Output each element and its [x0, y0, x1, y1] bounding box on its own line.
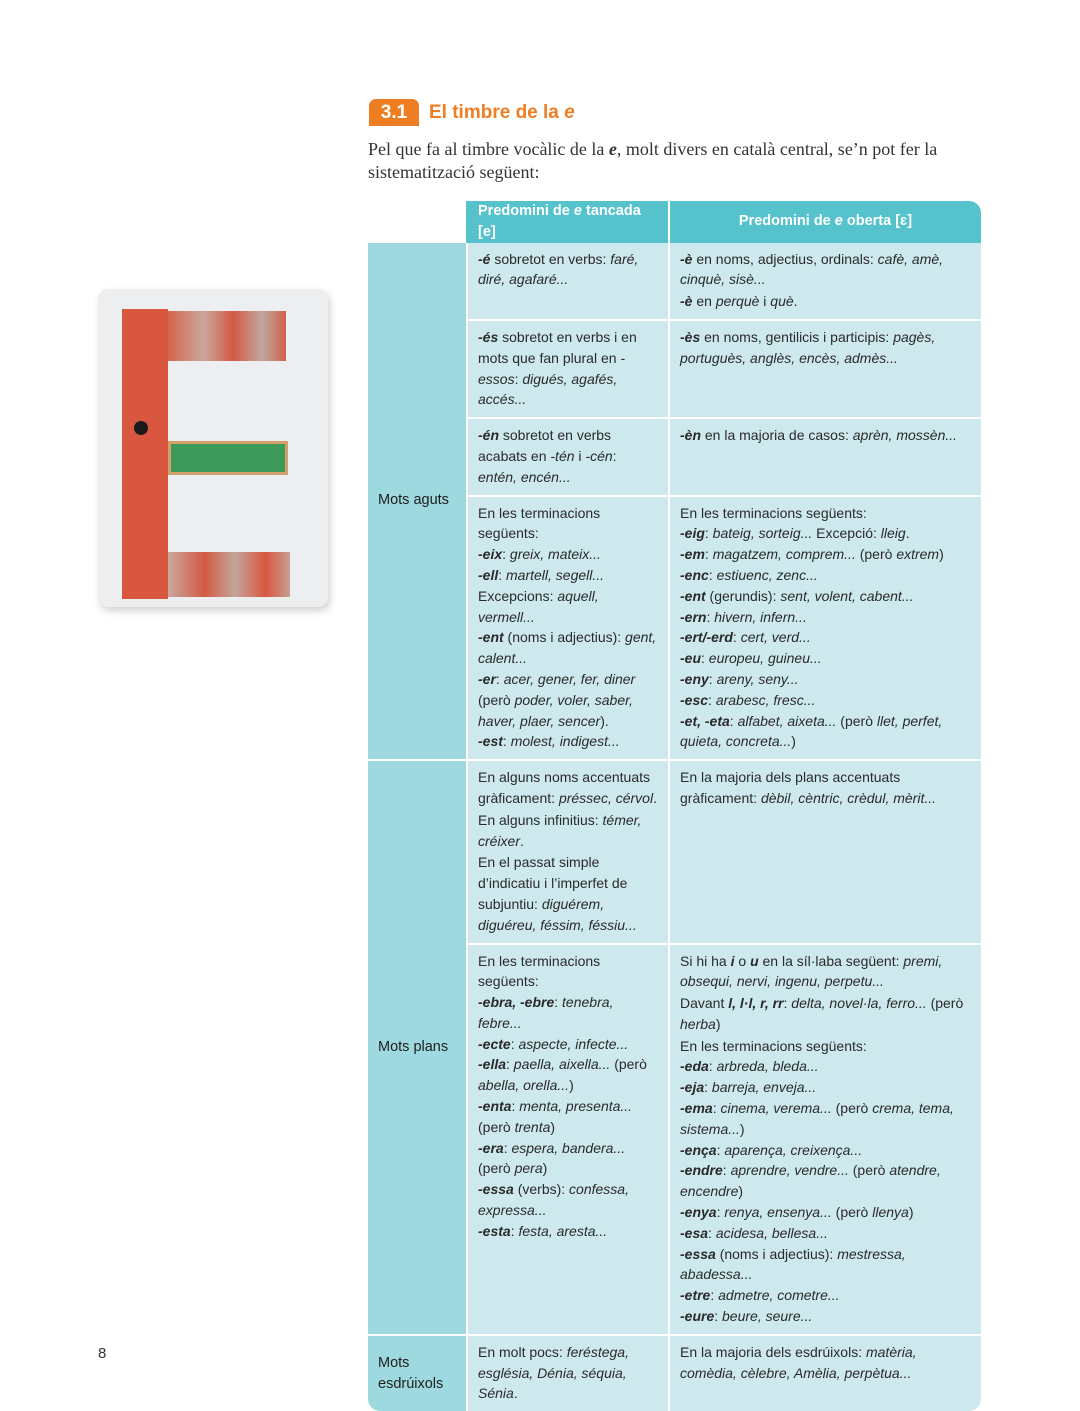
table-row: [368, 243, 981, 321]
section-number: 3.1: [369, 99, 419, 126]
intro-paragraph: Pel que fa al timbre vocàlic de la e, molt divers en català central, se’n pot fer la sistematització següent:: [368, 139, 938, 182]
table-header-row: [368, 201, 981, 243]
cell-closed: En alguns noms accentuats gràficament: préssec, cérvol. En alguns infinitius: témer, créixer. En el passat simple d’indicatiu i l’imperfet de subjuntiu: diguérem, diguéreu, féssim, féssiu...: [466, 761, 670, 944]
cell-open: -è en noms, adjectius, ordinals: cafè, amè, cinquè, sisè... -è en perquè i què.: [670, 243, 981, 321]
header-closed-e: Predomini de e tancada [e]: [466, 201, 670, 243]
cell-open: En la majoria dels plans accentuats gràficament: dèbil, cèntric, crèdul, mèrit...: [670, 761, 981, 944]
row-group-mots-esdruixols: Mots esdrúixols: [368, 1336, 466, 1411]
header-open-e: Predomini de e oberta [ɛ]: [670, 201, 981, 243]
row-group-mots-aguts: Mots aguts: [368, 243, 466, 762]
cell-closed: En molt pocs: feréstega, església, Dénia, séquia, Sénia.: [466, 1336, 670, 1411]
header-blank: [368, 201, 466, 243]
cell-closed: -én sobretot en verbs acabats en -tén i -cén: entén, encén...: [466, 419, 670, 496]
cell-closed: -és sobretot en verbs i en mots que fan plural en -essos: digués, agafés, accés...: [466, 321, 670, 419]
cell-open: Si hi ha i o u en la síl·laba següent: premi, obsequi, nervi, ingenu, perpetu... Davant l, l·l, r, rr: delta, novel·la, ferro... (però herba) En les terminacions següents: -eda: arbreda, bleda... -eja: barreja, enveja... -ema: cinema, verema... (però crema, tema, sistema...) -ença: aparença, creixença... -endre: aprendre, vendre... (però atendre, encendre) -enya: renya, ensenya... (però llenya) -esa: acidesa, bellesa... -essa (noms i adjectius): mestressa, abadessa... -etre: admetre, cometre... -eure: beure, seure...: [670, 945, 981, 1336]
page-number: 8: [98, 1345, 107, 1362]
row-group-mots-plans: Mots plans: [368, 761, 466, 1336]
cell-open: En les terminacions següents: -eig: bateig, sorteig... Excepció: lleig. -em: magatzem, comprem... (però extrem) -enc: estiuenc, zenc... -ent (gerundis): sent, volent, cabent... -ern: hivern, infern... -ert/-erd: cert, verd... -eu: europeu, guineu... -eny: areny, seny... -esc: arabesc, fresc... -et, -eta: alfabet, aixeta... (però llet, perfet, quieta, concreta...): [670, 497, 981, 762]
section-title: El timbre de la e: [429, 101, 575, 123]
cell-closed: -é sobretot en verbs: faré, diré, agafaré...: [466, 243, 670, 321]
cell-open: -èn en la majoria de casos: aprèn, mossèn...: [670, 419, 981, 496]
vowel-timbre-table: [368, 201, 981, 1411]
letter-e-photo: [98, 289, 328, 607]
section-heading: [369, 99, 575, 126]
table-row: [368, 761, 981, 944]
cell-closed: En les terminacions següents: -eix: greix, mateix... -ell: martell, segell... Excepcions: aquell, vermell... -ent (noms i adjectius): gent, calent... -er: acer, gener, fer, diner (però poder, voler, saber, haver, plaer, sencer). -est: molest, indigest...: [466, 497, 670, 762]
cell-open: En la majoria dels esdrúixols: matèria, comèdia, cèlebre, Amèlia, perpètua...: [670, 1336, 981, 1411]
cell-open: -ès en noms, gentilicis i participis: pagès, portuguès, anglès, encès, admès...: [670, 321, 981, 419]
table-row: [368, 1336, 981, 1411]
cell-closed: En les terminacions següents: -ebra, -ebre: tenebra, febre... -ecte: aspecte, infecte... -ella: paella, aixella... (però abella, orella...) -enta: menta, presenta... (però trenta) -era: espera, bandera... (però pera) -essa (verbs): confessa, expressa... -esta: festa, aresta...: [466, 945, 670, 1336]
